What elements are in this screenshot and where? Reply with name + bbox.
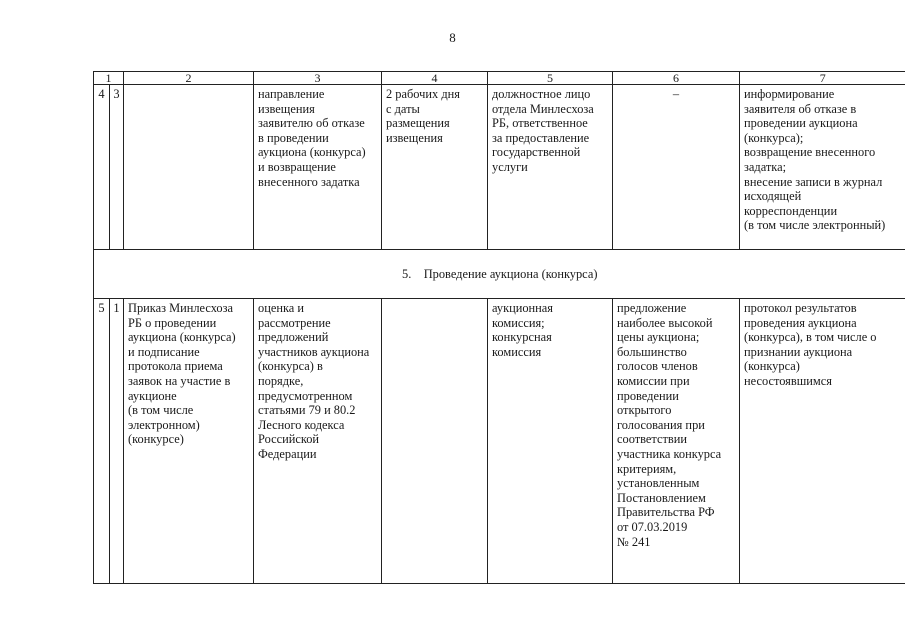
row5-col3-line: предложений — [258, 330, 329, 345]
row4-col7-cell — [740, 85, 905, 250]
row5-col6-line: голосования при — [617, 417, 705, 432]
row4-col7-line: (в том числе электронный) — [744, 218, 886, 233]
row5-col2-line: аукционе — [128, 388, 177, 403]
header-col-1: 1 — [94, 72, 124, 85]
row5-col2-line: РБ о проведении — [128, 315, 217, 330]
row5-col7-line: проведения аукциона — [744, 315, 857, 330]
row5-col2-line: (в том числе — [128, 403, 194, 418]
row5-col6-line: открытого — [617, 403, 672, 418]
header-col-3: 3 — [254, 72, 382, 85]
table-row-5-1 — [94, 299, 905, 584]
row4-col3-line: в проведении — [258, 130, 329, 145]
row5-col2-cell — [124, 299, 254, 584]
row-number: 5 — [94, 299, 110, 584]
row5-col6-line: Постановлением — [617, 490, 706, 505]
row5-col7-line: (конкурса) — [744, 359, 800, 374]
row5-col6-line: № 241 — [617, 534, 651, 549]
row4-col3-line: извещения — [258, 101, 315, 116]
row4-col7-line: корреспонденции — [744, 203, 838, 218]
row5-col6-line: предложение — [617, 301, 687, 315]
row5-col6-line: Правительства РФ — [617, 505, 715, 520]
row4-col3-line: и возвращение — [258, 159, 336, 174]
row4-col7-line: (конкурса); — [744, 130, 804, 145]
row4-col7-line: возвращение внесенного — [744, 145, 876, 160]
row5-col7-line: признании аукциона — [744, 344, 853, 359]
row4-col7-line: внесение записи в журнал — [744, 174, 883, 189]
row5-col6-line: соответствии — [617, 432, 688, 447]
row4-col5-line: РБ, ответственное — [492, 116, 588, 131]
row5-col7-cell — [740, 299, 905, 584]
row5-col5-line: аукционная — [492, 301, 554, 315]
row5-col7-line: (конкурса), в том числе о — [744, 330, 877, 345]
row5-col2-line: аукциона (конкурса) — [128, 330, 236, 345]
row4-col5-line: должностное лицо — [492, 87, 591, 101]
row5-col3-line: рассмотрение — [258, 315, 331, 330]
row5-col2-line: Приказ Минлесхоза — [128, 301, 234, 315]
header-row — [94, 72, 905, 85]
row4-col7-line: задатка; — [744, 159, 787, 174]
row5-col5-line: комиссия — [492, 344, 542, 359]
row4-col3-line: заявителю об отказе — [258, 116, 365, 131]
row5-col5-cell — [488, 299, 613, 584]
section-title: Проведение аукциона (конкурса) — [423, 266, 598, 281]
row5-col6-line: проведении — [617, 388, 679, 403]
row5-col7-line: протокол результатов — [744, 301, 857, 315]
row5-col5-line: комиссия; — [492, 315, 545, 330]
row5-col2-line: заявок на участие в — [128, 373, 231, 388]
row5-col6-line: участника конкурса — [617, 446, 722, 461]
row5-col6-cell — [613, 299, 740, 584]
row5-col3-cell — [254, 299, 382, 584]
row5-col3-line: порядке, — [258, 373, 304, 388]
page-number: 8 — [449, 30, 456, 45]
section-heading — [94, 250, 905, 299]
row4-col4-line: размещения — [386, 116, 450, 131]
row4-col3-line: внесенного задатка — [258, 174, 360, 189]
row5-col3-line: Российской — [258, 432, 320, 447]
row4-col3-cell — [254, 85, 382, 250]
header-col-5: 5 — [488, 72, 613, 85]
row5-col3-line: Лесного кодекса — [258, 417, 345, 432]
row5-col6-line: установленным — [617, 476, 700, 491]
row-subnumber: 3 — [110, 85, 124, 250]
row4-col5-line: отдела Минлесхоза — [492, 101, 594, 116]
row4-col5-line: услуги — [492, 159, 528, 174]
row5-col6-line: критериям, — [617, 461, 677, 476]
row5-col2-line: электронном) — [128, 417, 200, 432]
row4-col7-line: заявителя об отказе в — [744, 101, 857, 116]
section-row — [94, 250, 905, 299]
row4-col3-line: аукциона (конкурса) — [258, 145, 366, 160]
row4-col4-cell — [382, 85, 488, 250]
row5-col3-line: участников аукциона — [258, 344, 370, 359]
section-number: 5. — [402, 266, 412, 281]
row5-col6-line: большинство — [617, 344, 687, 359]
header-col-6: 6 — [613, 72, 740, 85]
row4-col3-line: направление — [258, 87, 325, 101]
row4-col4-line: с даты — [386, 101, 420, 116]
row4-col4-line: 2 рабочих дня — [386, 87, 460, 101]
row5-col5-line: конкурсная — [492, 330, 552, 345]
row5-col6-line: наиболее высокой — [617, 315, 713, 330]
row5-col3-line: предусмотренном — [258, 388, 353, 403]
row5-col3-line: оценка и — [258, 301, 305, 315]
row5-col7-line: несостоявшимся — [744, 373, 832, 388]
row5-col2-line: (конкурсе) — [128, 432, 184, 447]
row4-col7-line: проведении аукциона — [744, 116, 858, 131]
row5-col4-cell — [382, 299, 488, 584]
row-number: 4 — [94, 85, 110, 250]
row5-col3-line: статьями 79 и 80.2 — [258, 403, 356, 418]
table-row-4-3 — [94, 85, 905, 250]
row4-col4-line: извещения — [386, 130, 443, 145]
row4-col5-cell — [488, 85, 613, 250]
row5-col6-line: от 07.03.2019 — [617, 519, 688, 534]
header-col-4: 4 — [382, 72, 488, 85]
row4-col2-cell — [124, 85, 254, 250]
row4-col6-cell: – — [613, 85, 740, 250]
row4-col7-line: исходящей — [744, 189, 802, 204]
row5-col3-line: Федерации — [258, 446, 317, 461]
row4-col5-line: за предоставление — [492, 130, 590, 145]
header-col-7: 7 — [740, 72, 905, 85]
row5-col3-line: (конкурса) в — [258, 359, 323, 374]
row4-col5-line: государственной — [492, 145, 581, 160]
procedure-table — [93, 71, 905, 584]
row5-col2-line: и подписание — [128, 344, 200, 359]
row5-col6-line: цены аукциона; — [617, 330, 700, 345]
row5-col6-line: голосов членов — [617, 359, 698, 374]
row5-col6-line: комиссии при — [617, 373, 690, 388]
header-col-2: 2 — [124, 72, 254, 85]
row5-col2-line: протокола приема — [128, 359, 223, 374]
row-subnumber: 1 — [110, 299, 124, 584]
row4-col7-line: информирование — [744, 87, 835, 101]
